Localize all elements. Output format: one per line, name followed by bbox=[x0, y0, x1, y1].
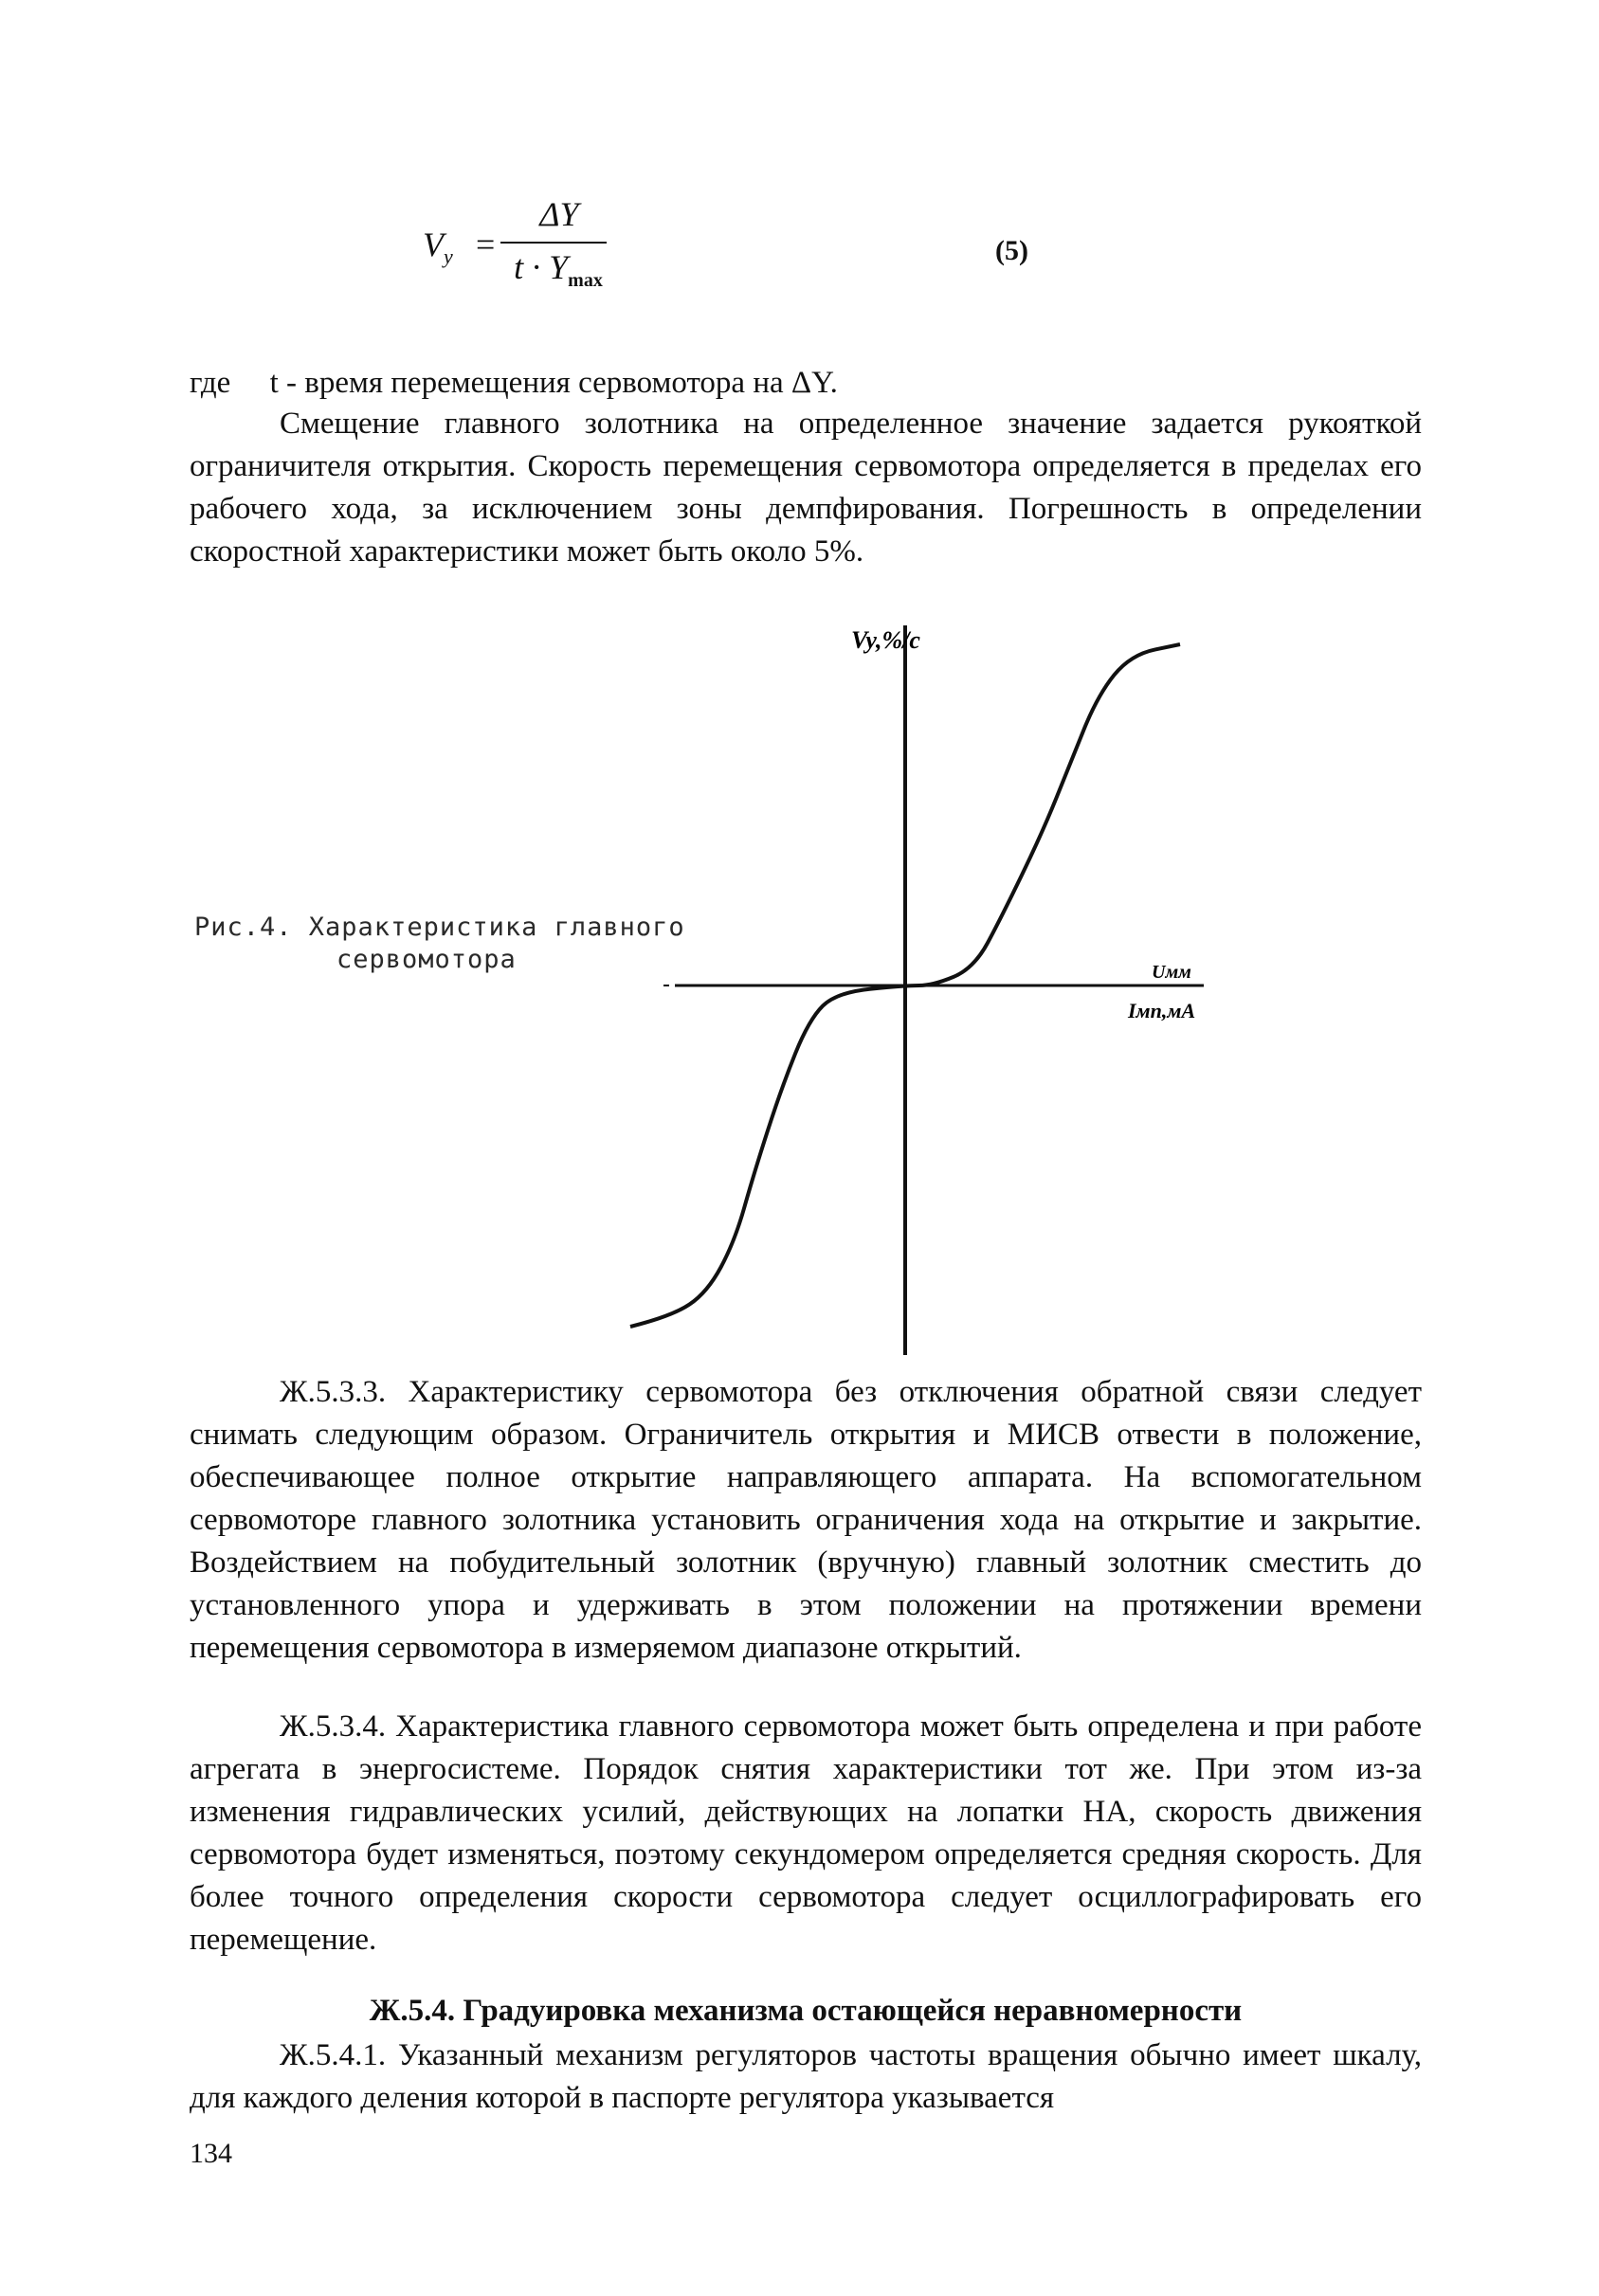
caption-line-1: Рис.4. Характеристика главного bbox=[194, 913, 685, 942]
formula-lhs: $V_y$ bbox=[423, 226, 453, 269]
x-axis-label-bottom: Iмп,мA bbox=[1128, 999, 1196, 1022]
paragraph-5-4-1: Ж.5.4.1. Указанный механизм регуляторов частоты вращения обычно имеет шкалу, для каждого деления которой в паспорте регулятора указывается bbox=[190, 2038, 1422, 2115]
paragraph-speed-description: Смещение главного золотника на определенное значение задается рукояткой ограничителя открытия. Скорость перемещения сервомотора определяется в пределах его рабочего хода, за исключением зоны демпфирования. Погрешность в определении скоростной характеристики может быть около 5%. bbox=[190, 407, 1422, 569]
formula-equals: = bbox=[476, 226, 496, 263]
paragraph-5-3-4: Ж.5.3.4. Характеристика главного сервомотора может быть определена и при работе агрегата в энергосистеме. Порядок снятия характеристики тот же. При этом из-за изменения гидравлических усилий, действующих на лопатки НА, скорость движения сервомотора будет изменяться, поэтому секундомером определяется средняя скорость. Для более точного определения скорости сервомотора следует осциллографировать его перемещение. bbox=[190, 1709, 1422, 1957]
formula-numerator: ΔY bbox=[539, 195, 579, 233]
figure-caption bbox=[194, 912, 685, 976]
caption-line-2: сервомотора bbox=[336, 945, 517, 974]
paragraph-5-3-3: Ж.5.3.3. Характеристику сервомотора без отключения обратной связи следует снимать следующим образом. Ограничитель открытия и МИСВ отвести в положение, обеспечивающее полное открытие направляющего аппарата. На вспомогательном сервомоторе главного золотника установить ограничения хода на открытие и закрытие. Воздействием на побудительный золотник (вручную) главный золотник сместить до установленного упора и удерживать в этом положении на протяжении времени перемещения сервомотора в измеряемом диапазоне открытий. bbox=[190, 1375, 1422, 1665]
where-line: где t - время перемещения сервомотора на ΔY. bbox=[190, 366, 838, 400]
formula-denominator: $t \cdot Y_{max}$ bbox=[514, 248, 603, 292]
x-axis-label-top: Uмм bbox=[1152, 962, 1191, 983]
section-heading-5-4: Ж.5.4. Градуировка механизма остающейся неравномерности bbox=[369, 1994, 1243, 2028]
equation-number: (5) bbox=[995, 235, 1028, 266]
y-axis-label: Vy,%/c bbox=[851, 626, 920, 654]
page-number: 134 bbox=[190, 2138, 232, 2169]
